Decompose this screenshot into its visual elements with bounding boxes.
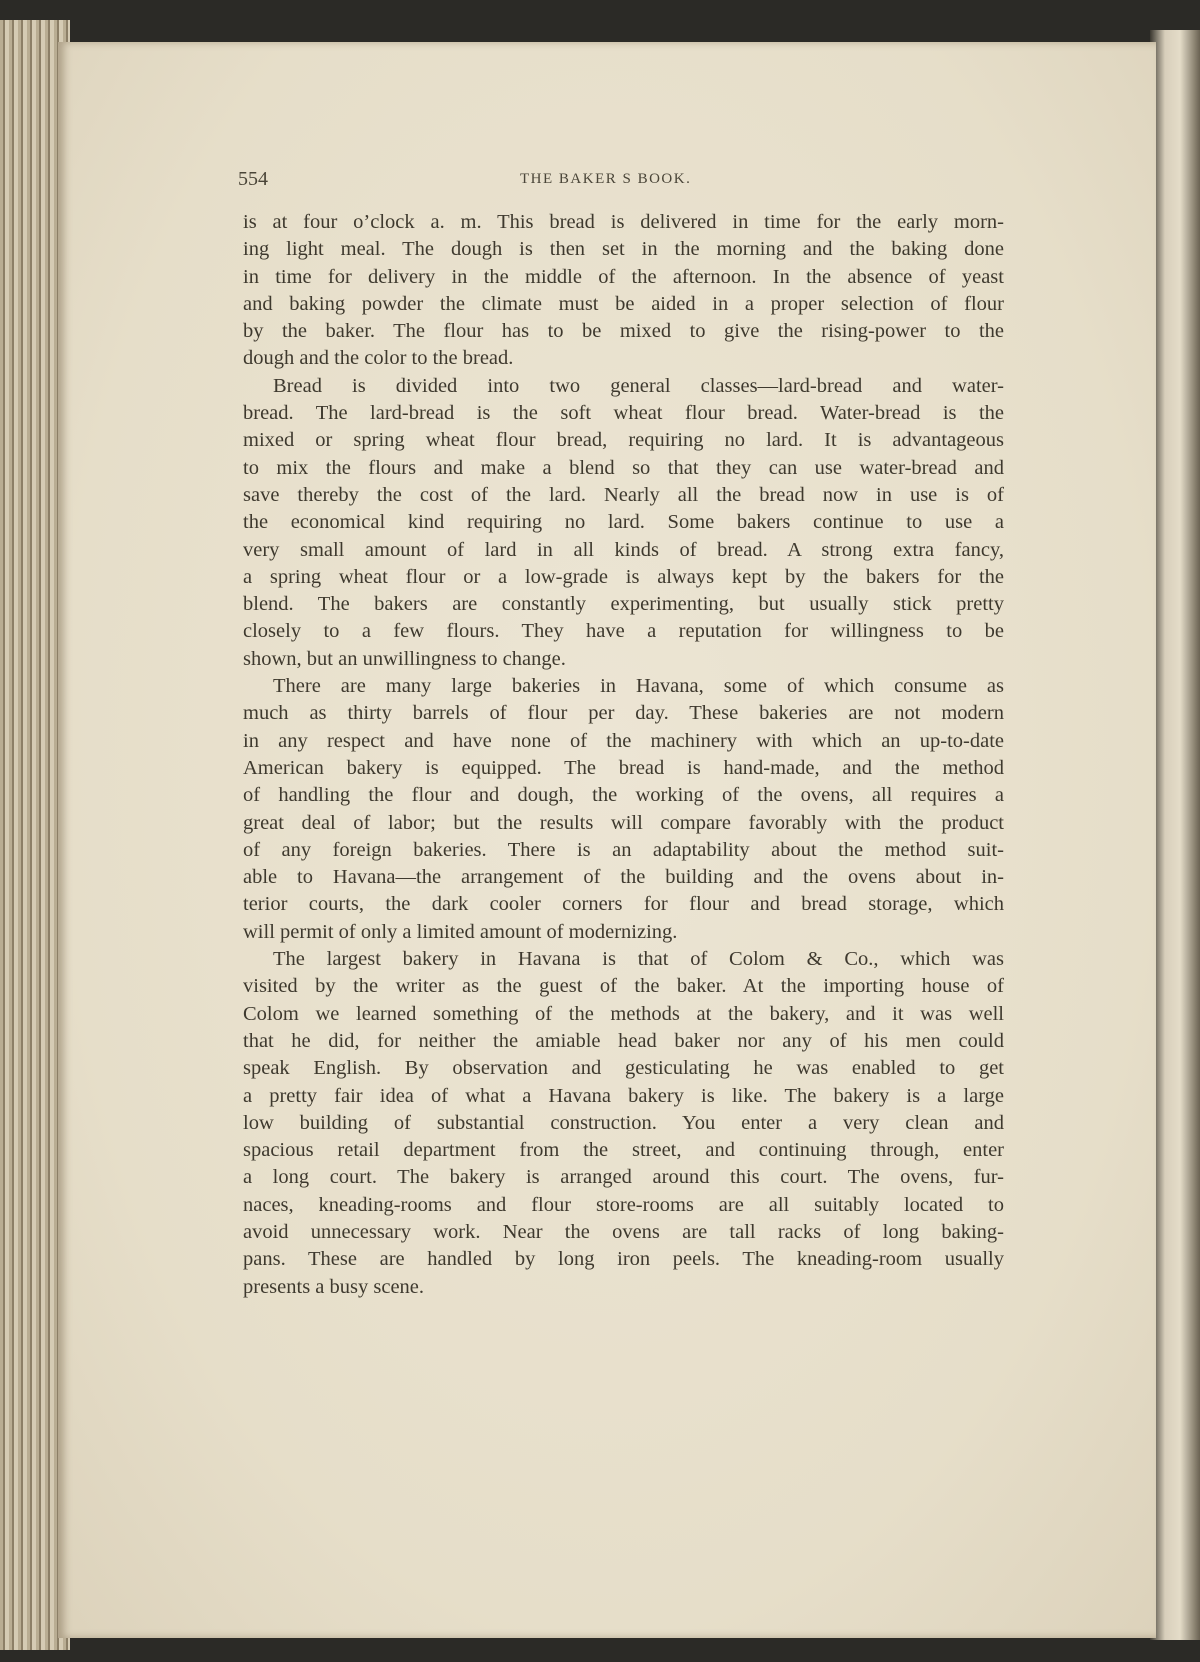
text-line: the economical kind requiring no lard. Some bakers continue to use a bbox=[243, 511, 1004, 534]
text-line: a pretty fair idea of what a Havana bakery is like. The bakery is a large bbox=[243, 1084, 1004, 1107]
text-line: bread. The lard-bread is the soft wheat flour bread. Water-bread is the bbox=[243, 402, 1004, 425]
paragraph bbox=[243, 209, 1004, 373]
book-binding-edge bbox=[1150, 30, 1200, 1640]
text-line: There are many large bakeries in Havana, some of which consume as bbox=[273, 675, 1004, 698]
text-line: in time for delivery in the middle of the afternoon. In the absence of yeast bbox=[243, 265, 1004, 288]
text-line: dough and the color to the bread. bbox=[243, 347, 514, 370]
text-line: much as thirty barrels of flour per day. These bakeries are not modern bbox=[243, 702, 1004, 725]
text-line: in any respect and have none of the machinery with which an up-to-date bbox=[243, 729, 1004, 752]
text-line: will permit of only a limited amount of modernizing. bbox=[243, 920, 678, 943]
text-line: presents a busy scene. bbox=[243, 1275, 425, 1298]
text-line: able to Havana—the arrangement of the building and the ovens about in- bbox=[243, 866, 1004, 889]
text-line: spacious retail department from the street, and continuing through, enter bbox=[243, 1139, 1004, 1162]
text-line: ing light meal. The dough is then set in the morning and the baking done bbox=[243, 238, 1004, 261]
paragraph bbox=[243, 673, 1004, 946]
text-line: shown, but an unwillingness to change. bbox=[243, 647, 566, 670]
text-line: low building of substantial construction. You enter a very clean and bbox=[243, 1111, 1004, 1134]
text-line: of any foreign bakeries. There is an adaptability about the method suit- bbox=[243, 838, 1004, 861]
text-line: terior courts, the dark cooler corners for flour and bread storage, which bbox=[243, 893, 1004, 916]
running-head: THE BAKER S BOOK. bbox=[520, 171, 692, 187]
text-line: a spring wheat flour or a low-grade is always kept by the bakers for the bbox=[243, 565, 1004, 588]
text-line: Bread is divided into two general classes—lard-bread and water- bbox=[273, 374, 1004, 397]
text-line: naces, kneading-rooms and flour store-rooms are all suitably located to bbox=[243, 1193, 1004, 1216]
text-line: speak English. By observation and gesticulating he was enabled to get bbox=[243, 1057, 1004, 1080]
text-line: visited by the writer as the guest of the baker. At the importing house of bbox=[243, 975, 1004, 998]
text-line: save thereby the cost of the lard. Nearly all the bread now in use is of bbox=[243, 483, 1004, 506]
page-number: 554 bbox=[238, 168, 268, 190]
text-line: and baking powder the climate must be aided in a proper selection of flour bbox=[243, 292, 1004, 315]
text-line: great deal of labor; but the results will compare favorably with the product bbox=[243, 811, 1004, 834]
page-body bbox=[243, 209, 1004, 1301]
text-line: to mix the flours and make a blend so that they can use water-bread and bbox=[243, 456, 1004, 479]
text-line: blend. The bakers are constantly experimenting, but usually stick pretty bbox=[243, 593, 1004, 616]
text-line: is at four o’clock a. m. This bread is delivered in time for the early morn- bbox=[243, 211, 1004, 233]
text-line: American bakery is equipped. The bread is hand-made, and the method bbox=[243, 756, 1004, 779]
paragraph bbox=[243, 373, 1004, 673]
text-line: The largest bakery in Havana is that of Colom & Co., which was bbox=[273, 948, 1004, 971]
text-line: by the baker. The flour has to be mixed to give the rising-power to the bbox=[243, 320, 1004, 343]
text-line: Colom we learned something of the methods at the bakery, and it was well bbox=[243, 1002, 1004, 1025]
text-line: very small amount of lard in all kinds of bread. A strong extra fancy, bbox=[243, 538, 1004, 561]
text-line: avoid unnecessary work. Near the ovens are tall racks of long baking- bbox=[243, 1220, 1004, 1243]
text-line: that he did, for neither the amiable head baker nor any of his men could bbox=[243, 1029, 1004, 1052]
text-line: closely to a few flours. They have a reputation for willingness to be bbox=[243, 620, 1004, 643]
paragraph bbox=[243, 946, 1004, 1301]
text-line: of handling the flour and dough, the working of the ovens, all requires a bbox=[243, 784, 1004, 807]
text-line: a long court. The bakery is arranged around this court. The ovens, fur- bbox=[243, 1166, 1004, 1189]
text-line: mixed or spring wheat flour bread, requiring no lard. It is advantageous bbox=[243, 429, 1004, 452]
text-line: pans. These are handled by long iron peels. The kneading-room usually bbox=[243, 1248, 1004, 1271]
